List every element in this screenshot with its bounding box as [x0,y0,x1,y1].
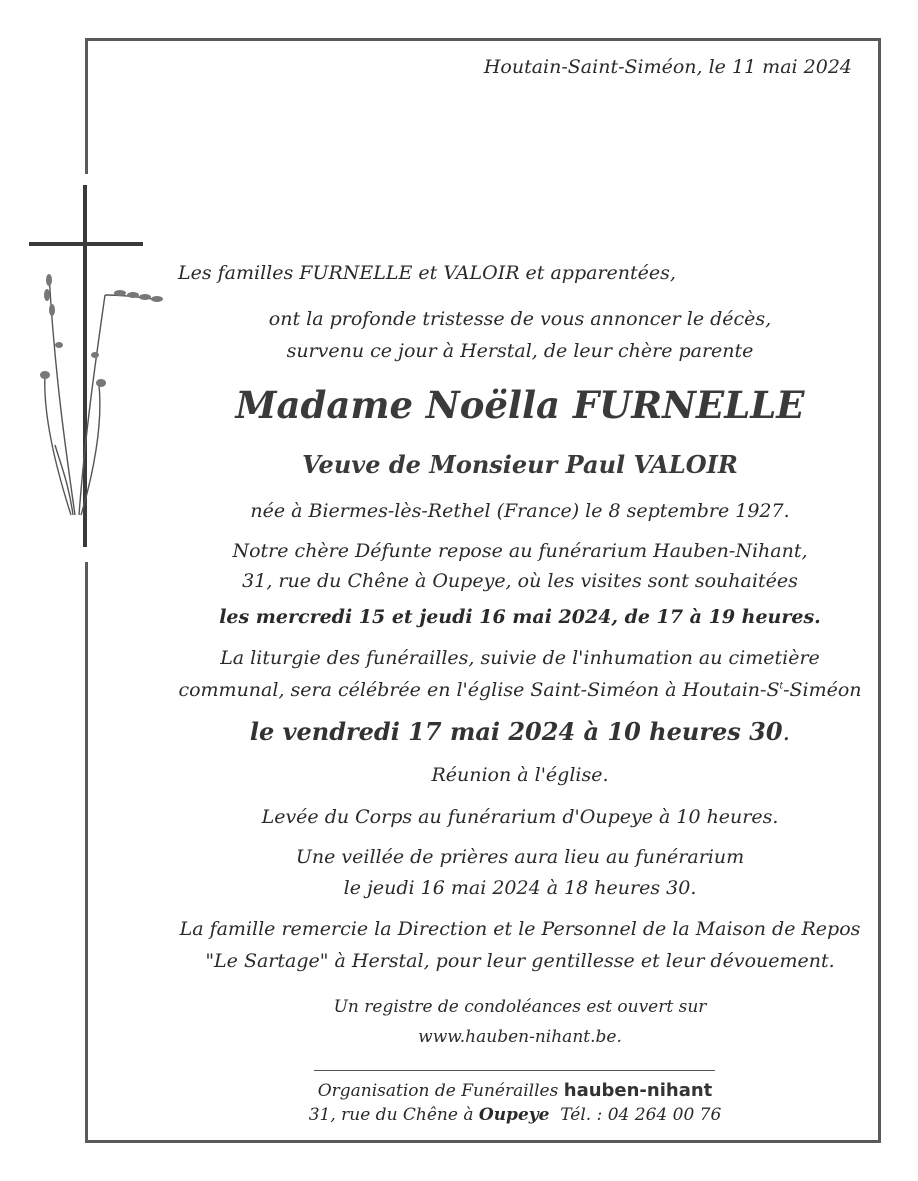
birth-info: née à Biermes-lès-Rethel (France) le 8 septembre 1927. [250,500,790,522]
families-intro: Les familles FURNELLE et VALOIR et apparentées, [178,262,676,284]
liturgy-line-2-end: -Siméon [783,679,862,701]
thanks-line-1: La famille remercie la Direction et le Personnel de la Maison de Repos [179,918,861,940]
phone-number: Tél. : 04 264 00 76 [560,1105,722,1125]
church-meeting: Réunion à l'église. [431,764,609,786]
visitation-line-1: Notre chère Défunte repose au funérarium Hauben-Nihant, [232,540,808,562]
frame-top-border [85,38,881,41]
address-prefix: 31, rue du Chêne à [308,1105,474,1125]
liturgy-line-2 [140,679,900,701]
footer-separator [314,1070,715,1071]
brand-logo-text: hauben-nihant [563,1080,713,1101]
visitation-dates: les mercredi 15 et jeudi 16 mai 2024, de 17 à 19 heures. [219,606,821,628]
frame-bottom-border [85,1140,881,1143]
widow-of: Veuve de Monsieur Paul VALOIR [302,450,738,479]
visitation-line-2: 31, rue du Chêne à Oupeye, où les visites sont souhaitées [242,570,798,592]
organizer-line [300,1080,730,1101]
frame-left-border-lower [85,562,88,1143]
organizer-prefix: Organisation de Funérailles [317,1081,559,1101]
body-departure: Levée du Corps au funérarium d'Oupeye à 10 heures. [261,806,779,828]
organizer-address [300,1105,730,1125]
funeral-date-text: le vendredi 17 mai 2024 à 10 heures 30 [249,717,783,746]
announcement-line-1: ont la profonde tristesse de vous annoncer le décès, [268,308,772,330]
vigil-line-1: Une veillée de prières aura lieu au funérarium [295,846,745,868]
announcement-line-2: survenu ce jour à Herstal, de leur chère parente [286,340,754,362]
deceased-name: Madame Noëlla FURNELLE [235,383,805,427]
place-and-date: Houtain-Saint-Siméon, le 11 mai 2024 [483,56,852,78]
address-town: Oupeye [478,1105,550,1125]
frame-left-border-upper [85,38,88,174]
liturgy-line-2-text: communal, sera célébrée en l'église Saint-Siméon à Houtain-S [178,679,780,701]
register-line: Un registre de condoléances est ouvert sur [333,997,707,1017]
thanks-line-2: "Le Sartage" à Herstal, pour leur gentillesse et leur dévouement. [205,950,835,972]
saint-superscript: t [779,681,784,692]
liturgy-line-1: La liturgie des funérailles, suivie de l'inhumation au cimetière [220,647,820,669]
register-url[interactable]: www.hauben-nihant.be. [418,1027,622,1047]
funeral-date [140,717,900,746]
vigil-line-2: le jeudi 16 mai 2024 à 18 heures 30. [343,877,697,899]
funeral-date-punct: . [782,718,791,746]
